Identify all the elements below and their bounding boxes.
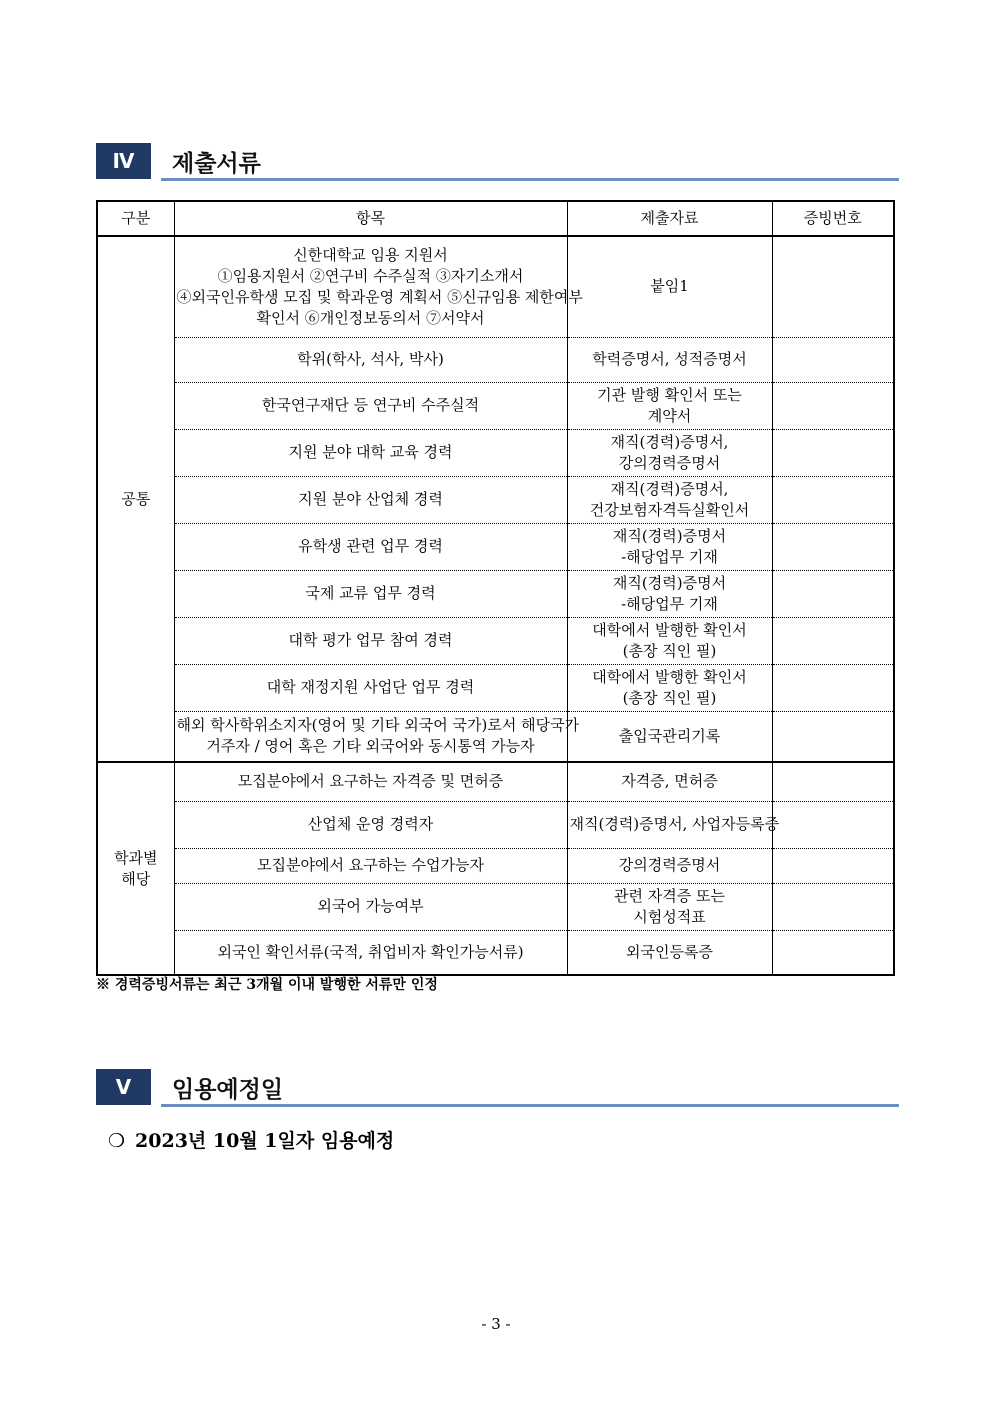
table-row	[97, 664, 894, 711]
document-cell	[567, 762, 772, 801]
item-cell	[174, 848, 567, 883]
table-row	[97, 570, 894, 617]
document-cell	[567, 570, 772, 617]
documents-table	[96, 200, 895, 976]
document-cell	[567, 711, 772, 762]
item-cell-line: 해외 학사학위소지자(영어 및 기타 외국어 국가)로서 해당국가	[176, 716, 580, 735]
evidence-number-cell	[772, 848, 894, 883]
document-cell-line: 자격증, 면허증	[621, 772, 718, 791]
document-cell	[567, 337, 772, 382]
document-cell-line: 재직(경력)증명서,	[610, 479, 729, 498]
table-header-row	[97, 201, 894, 236]
item-cell-line: ④외국인유학생 모집 및 학과운영 계획서 ⑤신규임용 제한여부	[176, 287, 583, 306]
section-5-header	[96, 1069, 899, 1107]
evidence-number-cell	[772, 801, 894, 848]
item-cell	[174, 801, 567, 848]
header-category: 구분	[97, 201, 174, 236]
document-cell-line: 건강보험자격득실확인서	[589, 500, 750, 519]
appointment-date-line	[108, 1126, 394, 1153]
document-cell	[567, 930, 772, 975]
document-cell-line: 강의경력증명서	[618, 856, 721, 874]
item-cell	[174, 523, 567, 570]
item-cell-line: ①임용지원서 ②연구비 수주실적 ③자기소개서	[217, 266, 524, 285]
evidence-number-cell	[772, 476, 894, 523]
item-cell-line: 확인서 ⑥개인정보동의서 ⑦서약서	[256, 308, 485, 327]
header-evidence-number: 증빙번호	[772, 201, 894, 236]
header-item: 항목	[174, 201, 567, 236]
evidence-number-cell	[772, 337, 894, 382]
document-cell	[567, 664, 772, 711]
item-cell	[174, 429, 567, 476]
item-cell-line: 지원 분야 산업체 경력	[298, 490, 443, 508]
item-cell-line: 모집분야에서 요구하는 자격증 및 면허증	[237, 772, 504, 791]
item-cell-line: 지원 분야 대학 교육 경력	[288, 443, 453, 461]
document-cell-line: 출입국관리기록	[618, 726, 721, 745]
document-cell	[567, 523, 772, 570]
table-row	[97, 848, 894, 883]
page-number: - 3 -	[481, 1315, 511, 1333]
evidence-number-cell	[772, 236, 894, 337]
document-cell	[567, 883, 772, 930]
table-row	[97, 236, 894, 337]
evidence-number-cell	[772, 762, 894, 801]
table-row	[97, 762, 894, 801]
document-cell-line: 붙임1	[650, 277, 689, 296]
item-cell-line: 대학 재정지원 사업단 업무 경력	[266, 678, 475, 696]
section-5-rule	[161, 1104, 899, 1107]
table-row	[97, 711, 894, 762]
table-row	[97, 429, 894, 476]
document-cell-line: 계약서	[647, 406, 692, 425]
evidence-number-cell	[772, 930, 894, 975]
document-cell	[567, 382, 772, 429]
evidence-number-cell	[772, 664, 894, 711]
document-cell	[567, 848, 772, 883]
evidence-number-cell	[772, 523, 894, 570]
item-cell	[174, 711, 580, 762]
document-cell	[567, 476, 772, 523]
section-4-title: 제출서류	[172, 151, 261, 177]
section-5-number: Ⅴ	[96, 1069, 151, 1105]
category-label: 학과별	[114, 848, 158, 867]
item-cell	[174, 236, 583, 337]
item-cell	[174, 762, 567, 801]
document-cell	[567, 429, 772, 476]
section-4-header	[96, 143, 899, 181]
evidence-number-cell	[772, 382, 894, 429]
table-row	[97, 883, 894, 930]
item-cell	[174, 664, 567, 711]
category-cell	[97, 236, 174, 762]
section-5-title: 임용예정일	[172, 1077, 284, 1103]
table-row	[97, 337, 894, 382]
item-cell	[174, 382, 567, 429]
document-cell-line: 재직(경력)증명서	[612, 526, 727, 545]
evidence-number-cell	[772, 617, 894, 664]
document-cell-line: (총장 직인 필)	[622, 641, 717, 660]
item-cell	[174, 476, 567, 523]
document-cell-line: 시험성적표	[633, 907, 706, 926]
document-cell-line: 관련 자격증 또는	[614, 886, 725, 905]
item-cell-line: 유학생 관련 업무 경력	[298, 537, 443, 555]
bullet-circle-icon: ❍	[108, 1130, 126, 1152]
table-body	[97, 236, 894, 975]
table-row	[97, 382, 894, 429]
document-cell	[567, 801, 780, 848]
document-cell-line: 재직(경력)증명서, 사업자등록증	[569, 815, 780, 833]
item-cell	[174, 617, 567, 664]
evidence-number-cell	[772, 429, 894, 476]
table-row	[97, 617, 894, 664]
document-cell-line: 대학에서 발행한 확인서	[592, 620, 747, 639]
item-cell-line: 거주자 / 영어 혹은 기타 외국어와 동시통역 가능자	[206, 737, 535, 756]
table-row	[97, 476, 894, 523]
document-cell	[567, 236, 772, 337]
item-cell-line: 신한대학교 임용 지원서	[293, 245, 448, 264]
document-cell-line: 학력증명서, 성적증명서	[592, 350, 747, 368]
document-cell-line: 재직(경력)증명서	[612, 573, 727, 592]
item-cell	[174, 570, 567, 617]
section-4-number: Ⅳ	[96, 143, 151, 179]
document-cell-line: -해당업무 기재	[621, 547, 718, 566]
section-4-rule	[161, 178, 899, 181]
item-cell-line: 외국인 확인서류(국적, 취업비자 확인가능서류)	[217, 942, 524, 961]
category-cell	[97, 762, 174, 975]
document-cell-line: 대학에서 발행한 확인서	[592, 667, 747, 686]
table-row	[97, 523, 894, 570]
document-cell-line: 재직(경력)증명서,	[610, 432, 729, 451]
item-cell-line: 산업체 운영 경력자	[307, 815, 434, 833]
document-cell-line: 강의경력증명서	[618, 453, 721, 472]
document-cell-line: -해당업무 기재	[621, 594, 718, 613]
evidence-number-cell	[772, 570, 894, 617]
item-cell	[174, 337, 567, 382]
table-row	[97, 801, 894, 848]
evidence-number-cell	[772, 711, 894, 762]
table-row	[97, 930, 894, 975]
document-cell-line: 기관 발행 확인서 또는	[597, 385, 742, 404]
item-cell-line: 국제 교류 업무 경력	[305, 584, 436, 602]
header-document: 제출자료	[567, 201, 772, 236]
document-cell-line: 외국인등록증	[626, 942, 713, 961]
career-proof-note: ※ 경력증빙서류는 최근 3개월 이내 발행한 서류만 인정	[96, 977, 438, 993]
document-cell	[567, 617, 772, 664]
item-cell	[174, 930, 567, 975]
item-cell-line: 학위(학사, 석사, 박사)	[297, 350, 444, 368]
item-cell-line: 한국연구재단 등 연구비 수주실적	[261, 396, 480, 414]
appointment-date-text: 2023년 10월 1일자 임용예정	[135, 1130, 395, 1152]
evidence-number-cell	[772, 883, 894, 930]
item-cell	[174, 883, 567, 930]
item-cell-line: 외국어 가능여부	[317, 897, 424, 915]
category-label: 해당	[121, 869, 151, 888]
document-cell-line: (총장 직인 필)	[622, 688, 717, 707]
category-label: 공통	[121, 489, 151, 508]
item-cell-line: 모집분야에서 요구하는 수업가능자	[257, 856, 484, 874]
item-cell-line: 대학 평가 업무 참여 경력	[288, 631, 453, 649]
